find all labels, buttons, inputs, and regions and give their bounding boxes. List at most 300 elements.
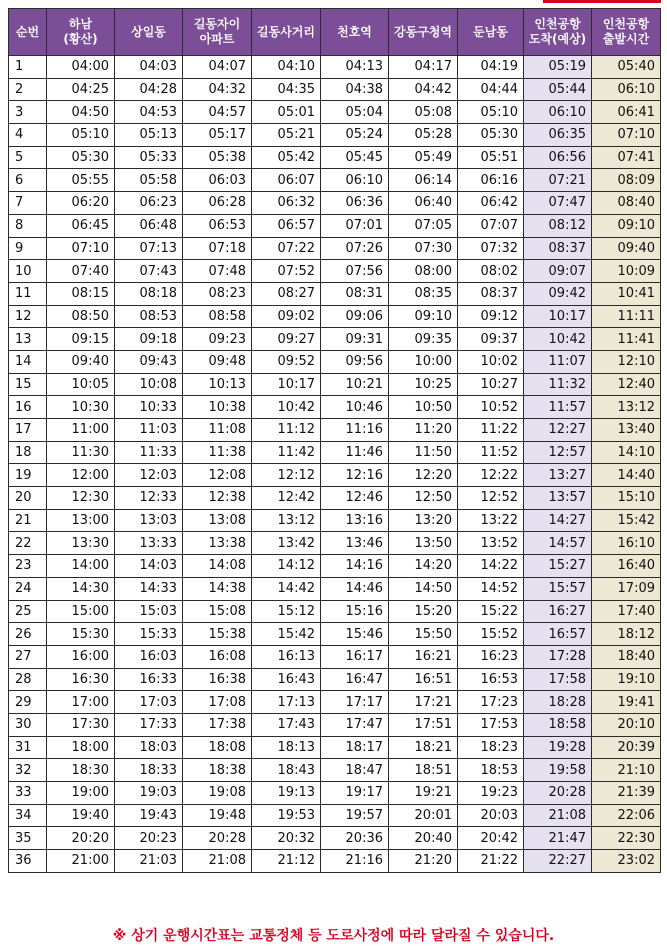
airport-arrival-time: 10:42 xyxy=(524,328,592,351)
bus-timetable xyxy=(8,8,661,873)
row-number: 11 xyxy=(9,282,47,305)
stop-time: 04:13 xyxy=(321,56,389,79)
stop-time: 15:22 xyxy=(458,600,524,623)
row-number: 30 xyxy=(9,713,47,736)
stop-time: 12:46 xyxy=(321,487,389,510)
stop-time: 14:22 xyxy=(458,555,524,578)
stop-time: 11:50 xyxy=(389,441,458,464)
stop-time: 10:02 xyxy=(458,350,524,373)
stop-time: 06:03 xyxy=(183,169,252,192)
table-row xyxy=(9,804,661,827)
stop-time: 04:50 xyxy=(47,101,115,124)
stop-time: 05:21 xyxy=(252,124,321,147)
stop-time: 11:42 xyxy=(252,441,321,464)
stop-time: 10:27 xyxy=(458,373,524,396)
stop-time: 11:22 xyxy=(458,419,524,442)
stop-time: 18:47 xyxy=(321,759,389,782)
stop-time: 06:42 xyxy=(458,192,524,215)
airport-departure-time: 06:10 xyxy=(592,78,661,101)
stop-time: 06:20 xyxy=(47,192,115,215)
stop-time: 19:43 xyxy=(115,804,183,827)
stop-time: 13:08 xyxy=(183,509,252,532)
table-row xyxy=(9,305,661,328)
airport-departure-time: 14:40 xyxy=(592,464,661,487)
stop-time: 09:06 xyxy=(321,305,389,328)
airport-arrival-time: 22:27 xyxy=(524,850,592,873)
stop-time: 10:13 xyxy=(183,373,252,396)
stop-time: 16:00 xyxy=(47,645,115,668)
stop-time: 08:31 xyxy=(321,282,389,305)
stop-time: 08:27 xyxy=(252,282,321,305)
airport-arrival-time: 06:56 xyxy=(524,146,592,169)
stop-time: 20:20 xyxy=(47,827,115,850)
row-number: 6 xyxy=(9,169,47,192)
table-row xyxy=(9,645,661,668)
stop-time: 05:55 xyxy=(47,169,115,192)
stop-time: 18:43 xyxy=(252,759,321,782)
airport-departure-time: 12:10 xyxy=(592,350,661,373)
stop-time: 06:48 xyxy=(115,214,183,237)
stop-time: 06:40 xyxy=(389,192,458,215)
stop-time: 09:10 xyxy=(389,305,458,328)
stop-time: 05:38 xyxy=(183,146,252,169)
table-row xyxy=(9,237,661,260)
table-row xyxy=(9,214,661,237)
airport-arrival-time: 17:58 xyxy=(524,668,592,691)
stop-time: 20:28 xyxy=(183,827,252,850)
table-row xyxy=(9,782,661,805)
stop-time: 11:00 xyxy=(47,419,115,442)
stop-time: 13:22 xyxy=(458,509,524,532)
airport-departure-time: 20:39 xyxy=(592,736,661,759)
stop-time: 07:30 xyxy=(389,237,458,260)
stop-time: 06:53 xyxy=(183,214,252,237)
stop-time: 12:22 xyxy=(458,464,524,487)
stop-time: 05:49 xyxy=(389,146,458,169)
stop-time: 16:13 xyxy=(252,645,321,668)
airport-departure-time: 16:40 xyxy=(592,555,661,578)
airport-departure-time: 10:09 xyxy=(592,260,661,283)
airport-departure-time: 15:42 xyxy=(592,509,661,532)
airport-arrival-time: 17:28 xyxy=(524,645,592,668)
row-number: 33 xyxy=(9,782,47,805)
table-row xyxy=(9,577,661,600)
stop-time: 21:03 xyxy=(115,850,183,873)
stop-time: 07:43 xyxy=(115,260,183,283)
airport-arrival-time: 06:10 xyxy=(524,101,592,124)
stop-time: 11:12 xyxy=(252,419,321,442)
airport-arrival-time: 16:57 xyxy=(524,623,592,646)
airport-departure-time: 22:06 xyxy=(592,804,661,827)
timetable-header xyxy=(9,9,661,56)
row-number: 3 xyxy=(9,101,47,124)
airport-departure-time: 07:41 xyxy=(592,146,661,169)
table-row xyxy=(9,146,661,169)
stop-time: 19:21 xyxy=(389,782,458,805)
stop-time: 16:17 xyxy=(321,645,389,668)
stop-time: 15:52 xyxy=(458,623,524,646)
row-number: 34 xyxy=(9,804,47,827)
airport-departure-time: 05:40 xyxy=(592,56,661,79)
stop-time: 15:00 xyxy=(47,600,115,623)
row-number: 36 xyxy=(9,850,47,873)
airport-departure-time: 08:40 xyxy=(592,192,661,215)
stop-time: 17:38 xyxy=(183,713,252,736)
row-number: 8 xyxy=(9,214,47,237)
stop-time: 17:00 xyxy=(47,691,115,714)
stop-time: 08:50 xyxy=(47,305,115,328)
airport-departure-time: 20:10 xyxy=(592,713,661,736)
stop-time: 07:32 xyxy=(458,237,524,260)
stop-time: 19:23 xyxy=(458,782,524,805)
stop-time: 15:03 xyxy=(115,600,183,623)
row-number: 22 xyxy=(9,532,47,555)
stop-time: 11:38 xyxy=(183,441,252,464)
stop-time: 16:03 xyxy=(115,645,183,668)
stop-time: 10:50 xyxy=(389,396,458,419)
stop-time: 11:52 xyxy=(458,441,524,464)
stop-time: 09:27 xyxy=(252,328,321,351)
table-row xyxy=(9,328,661,351)
row-number: 18 xyxy=(9,441,47,464)
row-number: 28 xyxy=(9,668,47,691)
col-header-sangil: 상일동 xyxy=(115,9,183,56)
table-row xyxy=(9,850,661,873)
table-row xyxy=(9,373,661,396)
timetable-footnote: ※ 상기 운행시간표는 교통정체 등 도로사정에 따라 달라질 수 있습니다. xyxy=(112,928,555,944)
table-row xyxy=(9,509,661,532)
stop-time: 05:17 xyxy=(183,124,252,147)
stop-time: 12:12 xyxy=(252,464,321,487)
stop-time: 05:01 xyxy=(252,101,321,124)
airport-departure-time: 18:12 xyxy=(592,623,661,646)
stop-time: 10:38 xyxy=(183,396,252,419)
stop-time: 09:43 xyxy=(115,350,183,373)
airport-arrival-time: 10:17 xyxy=(524,305,592,328)
stop-time: 15:46 xyxy=(321,623,389,646)
row-number: 31 xyxy=(9,736,47,759)
airport-arrival-time: 09:42 xyxy=(524,282,592,305)
stop-time: 14:50 xyxy=(389,577,458,600)
table-row xyxy=(9,169,661,192)
table-row xyxy=(9,124,661,147)
stop-time: 16:53 xyxy=(458,668,524,691)
stop-time: 17:53 xyxy=(458,713,524,736)
stop-time: 13:03 xyxy=(115,509,183,532)
stop-time: 16:33 xyxy=(115,668,183,691)
stop-time: 05:30 xyxy=(458,124,524,147)
airport-arrival-time: 15:57 xyxy=(524,577,592,600)
airport-departure-time: 10:41 xyxy=(592,282,661,305)
stop-time: 19:57 xyxy=(321,804,389,827)
row-number: 7 xyxy=(9,192,47,215)
row-number: 29 xyxy=(9,691,47,714)
stop-time: 17:47 xyxy=(321,713,389,736)
stop-time: 07:18 xyxy=(183,237,252,260)
airport-arrival-time: 07:47 xyxy=(524,192,592,215)
stop-time: 04:38 xyxy=(321,78,389,101)
stop-time: 17:13 xyxy=(252,691,321,714)
stop-time: 04:57 xyxy=(183,101,252,124)
stop-time: 17:43 xyxy=(252,713,321,736)
stop-time: 07:05 xyxy=(389,214,458,237)
stop-time: 20:01 xyxy=(389,804,458,827)
table-row xyxy=(9,78,661,101)
table-row xyxy=(9,555,661,578)
stop-time: 17:51 xyxy=(389,713,458,736)
stop-time: 13:38 xyxy=(183,532,252,555)
stop-time: 18:53 xyxy=(458,759,524,782)
stop-time: 18:21 xyxy=(389,736,458,759)
airport-arrival-time: 21:47 xyxy=(524,827,592,850)
stop-time: 08:18 xyxy=(115,282,183,305)
table-row xyxy=(9,623,661,646)
stop-time: 07:56 xyxy=(321,260,389,283)
col-header-gangdong-office: 강동구청역 xyxy=(389,9,458,56)
table-row xyxy=(9,350,661,373)
row-number: 13 xyxy=(9,328,47,351)
stop-time: 10:21 xyxy=(321,373,389,396)
stop-time: 16:51 xyxy=(389,668,458,691)
col-header-cheonho: 천호역 xyxy=(321,9,389,56)
stop-time: 21:00 xyxy=(47,850,115,873)
stop-time: 18:17 xyxy=(321,736,389,759)
stop-time: 05:58 xyxy=(115,169,183,192)
stop-time: 17:33 xyxy=(115,713,183,736)
airport-arrival-time: 18:28 xyxy=(524,691,592,714)
stop-time: 14:30 xyxy=(47,577,115,600)
stop-time: 17:08 xyxy=(183,691,252,714)
table-row xyxy=(9,282,661,305)
stop-time: 19:40 xyxy=(47,804,115,827)
stop-time: 12:16 xyxy=(321,464,389,487)
stop-time: 21:12 xyxy=(252,850,321,873)
stop-time: 08:35 xyxy=(389,282,458,305)
stop-time: 13:12 xyxy=(252,509,321,532)
stop-time: 06:07 xyxy=(252,169,321,192)
table-row xyxy=(9,827,661,850)
stop-time: 20:42 xyxy=(458,827,524,850)
stop-time: 14:12 xyxy=(252,555,321,578)
airport-departure-time: 13:12 xyxy=(592,396,661,419)
stop-time: 18:38 xyxy=(183,759,252,782)
stop-time: 16:47 xyxy=(321,668,389,691)
table-row xyxy=(9,691,661,714)
stop-time: 15:42 xyxy=(252,623,321,646)
stop-time: 07:40 xyxy=(47,260,115,283)
row-number: 9 xyxy=(9,237,47,260)
stop-time: 14:33 xyxy=(115,577,183,600)
stop-time: 09:15 xyxy=(47,328,115,351)
airport-departure-time: 14:10 xyxy=(592,441,661,464)
stop-time: 12:50 xyxy=(389,487,458,510)
airport-arrival-time: 16:27 xyxy=(524,600,592,623)
table-row xyxy=(9,441,661,464)
airport-departure-time: 19:41 xyxy=(592,691,661,714)
stop-time: 05:08 xyxy=(389,101,458,124)
top-edge xyxy=(0,0,667,8)
airport-arrival-time: 21:08 xyxy=(524,804,592,827)
airport-arrival-time: 11:07 xyxy=(524,350,592,373)
airport-departure-time: 23:02 xyxy=(592,850,661,873)
stop-time: 11:03 xyxy=(115,419,183,442)
airport-departure-time: 17:40 xyxy=(592,600,661,623)
stop-time: 15:16 xyxy=(321,600,389,623)
stop-time: 05:45 xyxy=(321,146,389,169)
airport-departure-time: 21:10 xyxy=(592,759,661,782)
stop-time: 06:10 xyxy=(321,169,389,192)
stop-time: 11:46 xyxy=(321,441,389,464)
stop-time: 21:16 xyxy=(321,850,389,873)
stop-time: 18:51 xyxy=(389,759,458,782)
airport-departure-time: 22:30 xyxy=(592,827,661,850)
stop-time: 10:52 xyxy=(458,396,524,419)
stop-time: 19:08 xyxy=(183,782,252,805)
stop-time: 04:19 xyxy=(458,56,524,79)
stop-time: 19:03 xyxy=(115,782,183,805)
stop-time: 06:32 xyxy=(252,192,321,215)
stop-time: 13:46 xyxy=(321,532,389,555)
airport-arrival-time: 08:37 xyxy=(524,237,592,260)
stop-time: 10:42 xyxy=(252,396,321,419)
stop-time: 10:30 xyxy=(47,396,115,419)
stop-time: 15:50 xyxy=(389,623,458,646)
airport-arrival-time: 07:21 xyxy=(524,169,592,192)
stop-time: 10:00 xyxy=(389,350,458,373)
stop-time: 14:00 xyxy=(47,555,115,578)
stop-time: 08:15 xyxy=(47,282,115,305)
stop-time: 10:46 xyxy=(321,396,389,419)
table-row xyxy=(9,713,661,736)
stop-time: 17:30 xyxy=(47,713,115,736)
row-number: 25 xyxy=(9,600,47,623)
airport-departure-time: 11:11 xyxy=(592,305,661,328)
airport-arrival-time: 13:27 xyxy=(524,464,592,487)
stop-time: 04:42 xyxy=(389,78,458,101)
stop-time: 12:52 xyxy=(458,487,524,510)
row-number: 24 xyxy=(9,577,47,600)
stop-time: 21:20 xyxy=(389,850,458,873)
stop-time: 07:13 xyxy=(115,237,183,260)
stop-time: 04:32 xyxy=(183,78,252,101)
stop-time: 07:10 xyxy=(47,237,115,260)
stop-time: 13:52 xyxy=(458,532,524,555)
stop-time: 04:53 xyxy=(115,101,183,124)
airport-departure-time: 12:40 xyxy=(592,373,661,396)
table-row xyxy=(9,736,661,759)
row-number: 17 xyxy=(9,419,47,442)
stop-time: 05:30 xyxy=(47,146,115,169)
stop-time: 10:05 xyxy=(47,373,115,396)
stop-time: 09:56 xyxy=(321,350,389,373)
airport-arrival-time: 19:28 xyxy=(524,736,592,759)
stop-time: 08:37 xyxy=(458,282,524,305)
airport-departure-time: 18:40 xyxy=(592,645,661,668)
row-number: 12 xyxy=(9,305,47,328)
stop-time: 12:03 xyxy=(115,464,183,487)
col-header-seq: 순번 xyxy=(9,9,47,56)
airport-departure-time: 17:09 xyxy=(592,577,661,600)
stop-time: 12:42 xyxy=(252,487,321,510)
stop-time: 19:53 xyxy=(252,804,321,827)
stop-time: 19:17 xyxy=(321,782,389,805)
stop-time: 12:38 xyxy=(183,487,252,510)
stop-time: 05:10 xyxy=(458,101,524,124)
stop-time: 11:30 xyxy=(47,441,115,464)
table-row xyxy=(9,600,661,623)
stop-time: 13:42 xyxy=(252,532,321,555)
airport-departure-time: 09:10 xyxy=(592,214,661,237)
airport-departure-time: 16:10 xyxy=(592,532,661,555)
row-number: 14 xyxy=(9,350,47,373)
stop-time: 14:16 xyxy=(321,555,389,578)
stop-time: 14:46 xyxy=(321,577,389,600)
airport-arrival-time: 20:28 xyxy=(524,782,592,805)
row-number: 4 xyxy=(9,124,47,147)
stop-time: 17:17 xyxy=(321,691,389,714)
stop-time: 06:16 xyxy=(458,169,524,192)
stop-time: 11:20 xyxy=(389,419,458,442)
top-red-accent xyxy=(543,0,661,3)
row-number: 19 xyxy=(9,464,47,487)
airport-arrival-time: 18:58 xyxy=(524,713,592,736)
stop-time: 07:07 xyxy=(458,214,524,237)
airport-departure-time: 13:40 xyxy=(592,419,661,442)
stop-time: 10:17 xyxy=(252,373,321,396)
col-header-airport-arrival: 인천공항 도착(예상) xyxy=(524,9,592,56)
row-number: 5 xyxy=(9,146,47,169)
row-number: 2 xyxy=(9,78,47,101)
stop-time: 04:35 xyxy=(252,78,321,101)
stop-time: 16:43 xyxy=(252,668,321,691)
stop-time: 15:33 xyxy=(115,623,183,646)
table-row xyxy=(9,668,661,691)
stop-time: 18:13 xyxy=(252,736,321,759)
stop-time: 09:52 xyxy=(252,350,321,373)
stop-time: 18:33 xyxy=(115,759,183,782)
stop-time: 13:16 xyxy=(321,509,389,532)
stop-time: 11:08 xyxy=(183,419,252,442)
airport-departure-time: 07:10 xyxy=(592,124,661,147)
stop-time: 10:25 xyxy=(389,373,458,396)
stop-time: 17:21 xyxy=(389,691,458,714)
stop-time: 15:08 xyxy=(183,600,252,623)
stop-time: 09:31 xyxy=(321,328,389,351)
stop-time: 19:00 xyxy=(47,782,115,805)
stop-time: 08:23 xyxy=(183,282,252,305)
stop-time: 21:08 xyxy=(183,850,252,873)
stop-time: 07:48 xyxy=(183,260,252,283)
stop-time: 13:20 xyxy=(389,509,458,532)
stop-time: 04:44 xyxy=(458,78,524,101)
stop-time: 09:23 xyxy=(183,328,252,351)
airport-departure-time: 21:39 xyxy=(592,782,661,805)
stop-time: 05:13 xyxy=(115,124,183,147)
airport-arrival-time: 05:44 xyxy=(524,78,592,101)
stop-time: 15:20 xyxy=(389,600,458,623)
col-header-airport-departure: 인천공항 출발시간 xyxy=(592,9,661,56)
stop-time: 16:30 xyxy=(47,668,115,691)
stop-time: 08:00 xyxy=(389,260,458,283)
stop-time: 05:24 xyxy=(321,124,389,147)
stop-time: 20:36 xyxy=(321,827,389,850)
stop-time: 14:20 xyxy=(389,555,458,578)
table-row xyxy=(9,532,661,555)
stop-time: 16:08 xyxy=(183,645,252,668)
col-header-hanam: 하남 (황산) xyxy=(47,9,115,56)
stop-time: 09:37 xyxy=(458,328,524,351)
stop-time: 04:17 xyxy=(389,56,458,79)
